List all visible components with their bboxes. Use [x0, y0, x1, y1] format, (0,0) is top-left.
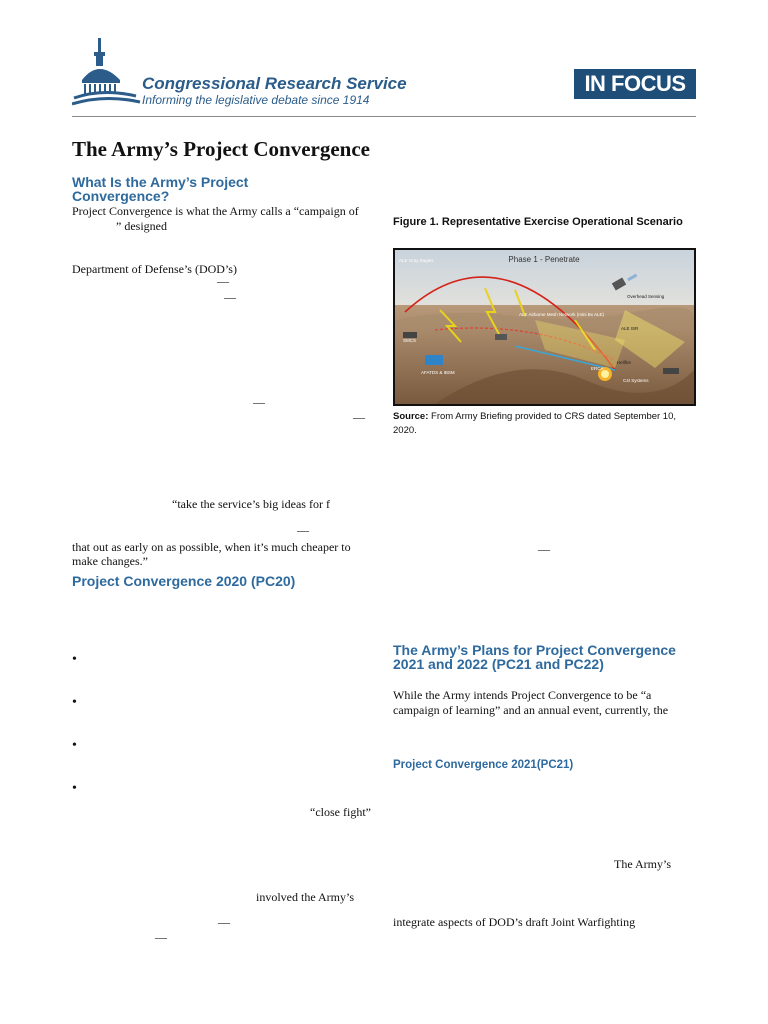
quote-big-ideas: “take the service’s big ideas for f: [172, 497, 330, 511]
em-dash: —: [224, 290, 236, 304]
heading-pc20: Project Convergence 2020 (PC20): [72, 573, 296, 589]
em-dash: —: [155, 930, 167, 944]
bullet-1: •: [72, 652, 77, 667]
fig-label-erca: ERCA: [591, 366, 604, 371]
figure-caption: Figure 1. Representative Exercise Operational Scenario: [393, 216, 683, 228]
bullet-2: •: [72, 695, 77, 710]
fig-label-smcs: SMCS: [403, 338, 417, 343]
em-dash: —: [297, 523, 309, 537]
bullet-3: •: [72, 738, 77, 753]
header-rule: [72, 116, 696, 117]
text-involved: involved the Army’s: [256, 890, 354, 904]
source-text: From Army Briefing provided to CRS dated September 10, 2020.: [393, 411, 677, 436]
crs-logo: [72, 36, 142, 110]
em-dash: —: [353, 410, 365, 424]
para-cheaper-line1: that out as early on as possible, when it’s much cheaper to: [72, 540, 351, 554]
fig-label-overhead: Overhead Sensing: [627, 294, 665, 299]
org-name: Congressional Research Service: [142, 74, 407, 93]
em-dash: —: [538, 542, 550, 556]
figure-image: [393, 248, 696, 406]
quote-close-fight: “close fight”: [310, 805, 371, 819]
text-integrate: integrate aspects of DOD’s draft Joint Warfighting: [393, 915, 636, 929]
em-dash: —: [217, 274, 229, 288]
bullet-4: •: [72, 781, 77, 796]
org-tagline: Informing the legislative debate since 1914: [142, 93, 370, 107]
para-cheaper-line2: make changes.”: [72, 554, 148, 568]
para-plans-line1: While the Army intends Project Convergence to be “a: [393, 688, 652, 702]
page-title: The Army’s Project Convergence: [72, 137, 370, 161]
fig-label-mesh: ALE Airborne Mesh Network (mini Bx ALE): [519, 312, 605, 317]
heading-what-is: What Is the Army’s Project Convergence?: [72, 174, 249, 204]
fig-label-hellfire: Hellfire: [617, 360, 632, 365]
fig-label-c4i: C4I Systems: [623, 378, 649, 383]
source-label: Source:: [393, 411, 429, 422]
fig-label-afatds: AFATDS & IBSM: [421, 370, 455, 375]
em-dash: —: [218, 915, 230, 929]
heading-pc21: Project Convergence 2021(PC21): [393, 759, 574, 771]
heading-plans: The Army’s Plans for Project Convergence 2021 and 2022 (PC21 and PC22): [393, 642, 676, 672]
phase-label: Phase 1 - Penetrate: [508, 255, 580, 264]
para-intro-line1: Project Convergence is what the Army calls a “campaign of: [72, 204, 359, 218]
capitol-dome-icon: [72, 36, 142, 110]
figure-source: [393, 410, 698, 438]
para-intro-line2: ” designed: [116, 219, 167, 233]
in-focus-badge: IN FOCUS: [574, 69, 696, 99]
em-dash: —: [253, 395, 265, 409]
para-intro-line3: Department of Defense’s (DOD’s): [72, 262, 237, 276]
text-armys: The Army’s: [614, 857, 671, 871]
fig-label-isr: ALE ISR: [621, 326, 639, 331]
para-plans-line2: campaign of learning” and an annual event, currently, the: [393, 703, 669, 717]
fig-label-gray-eagles: ALE Gray Eagles: [399, 258, 434, 263]
operational-scenario-graphic: [395, 250, 694, 404]
